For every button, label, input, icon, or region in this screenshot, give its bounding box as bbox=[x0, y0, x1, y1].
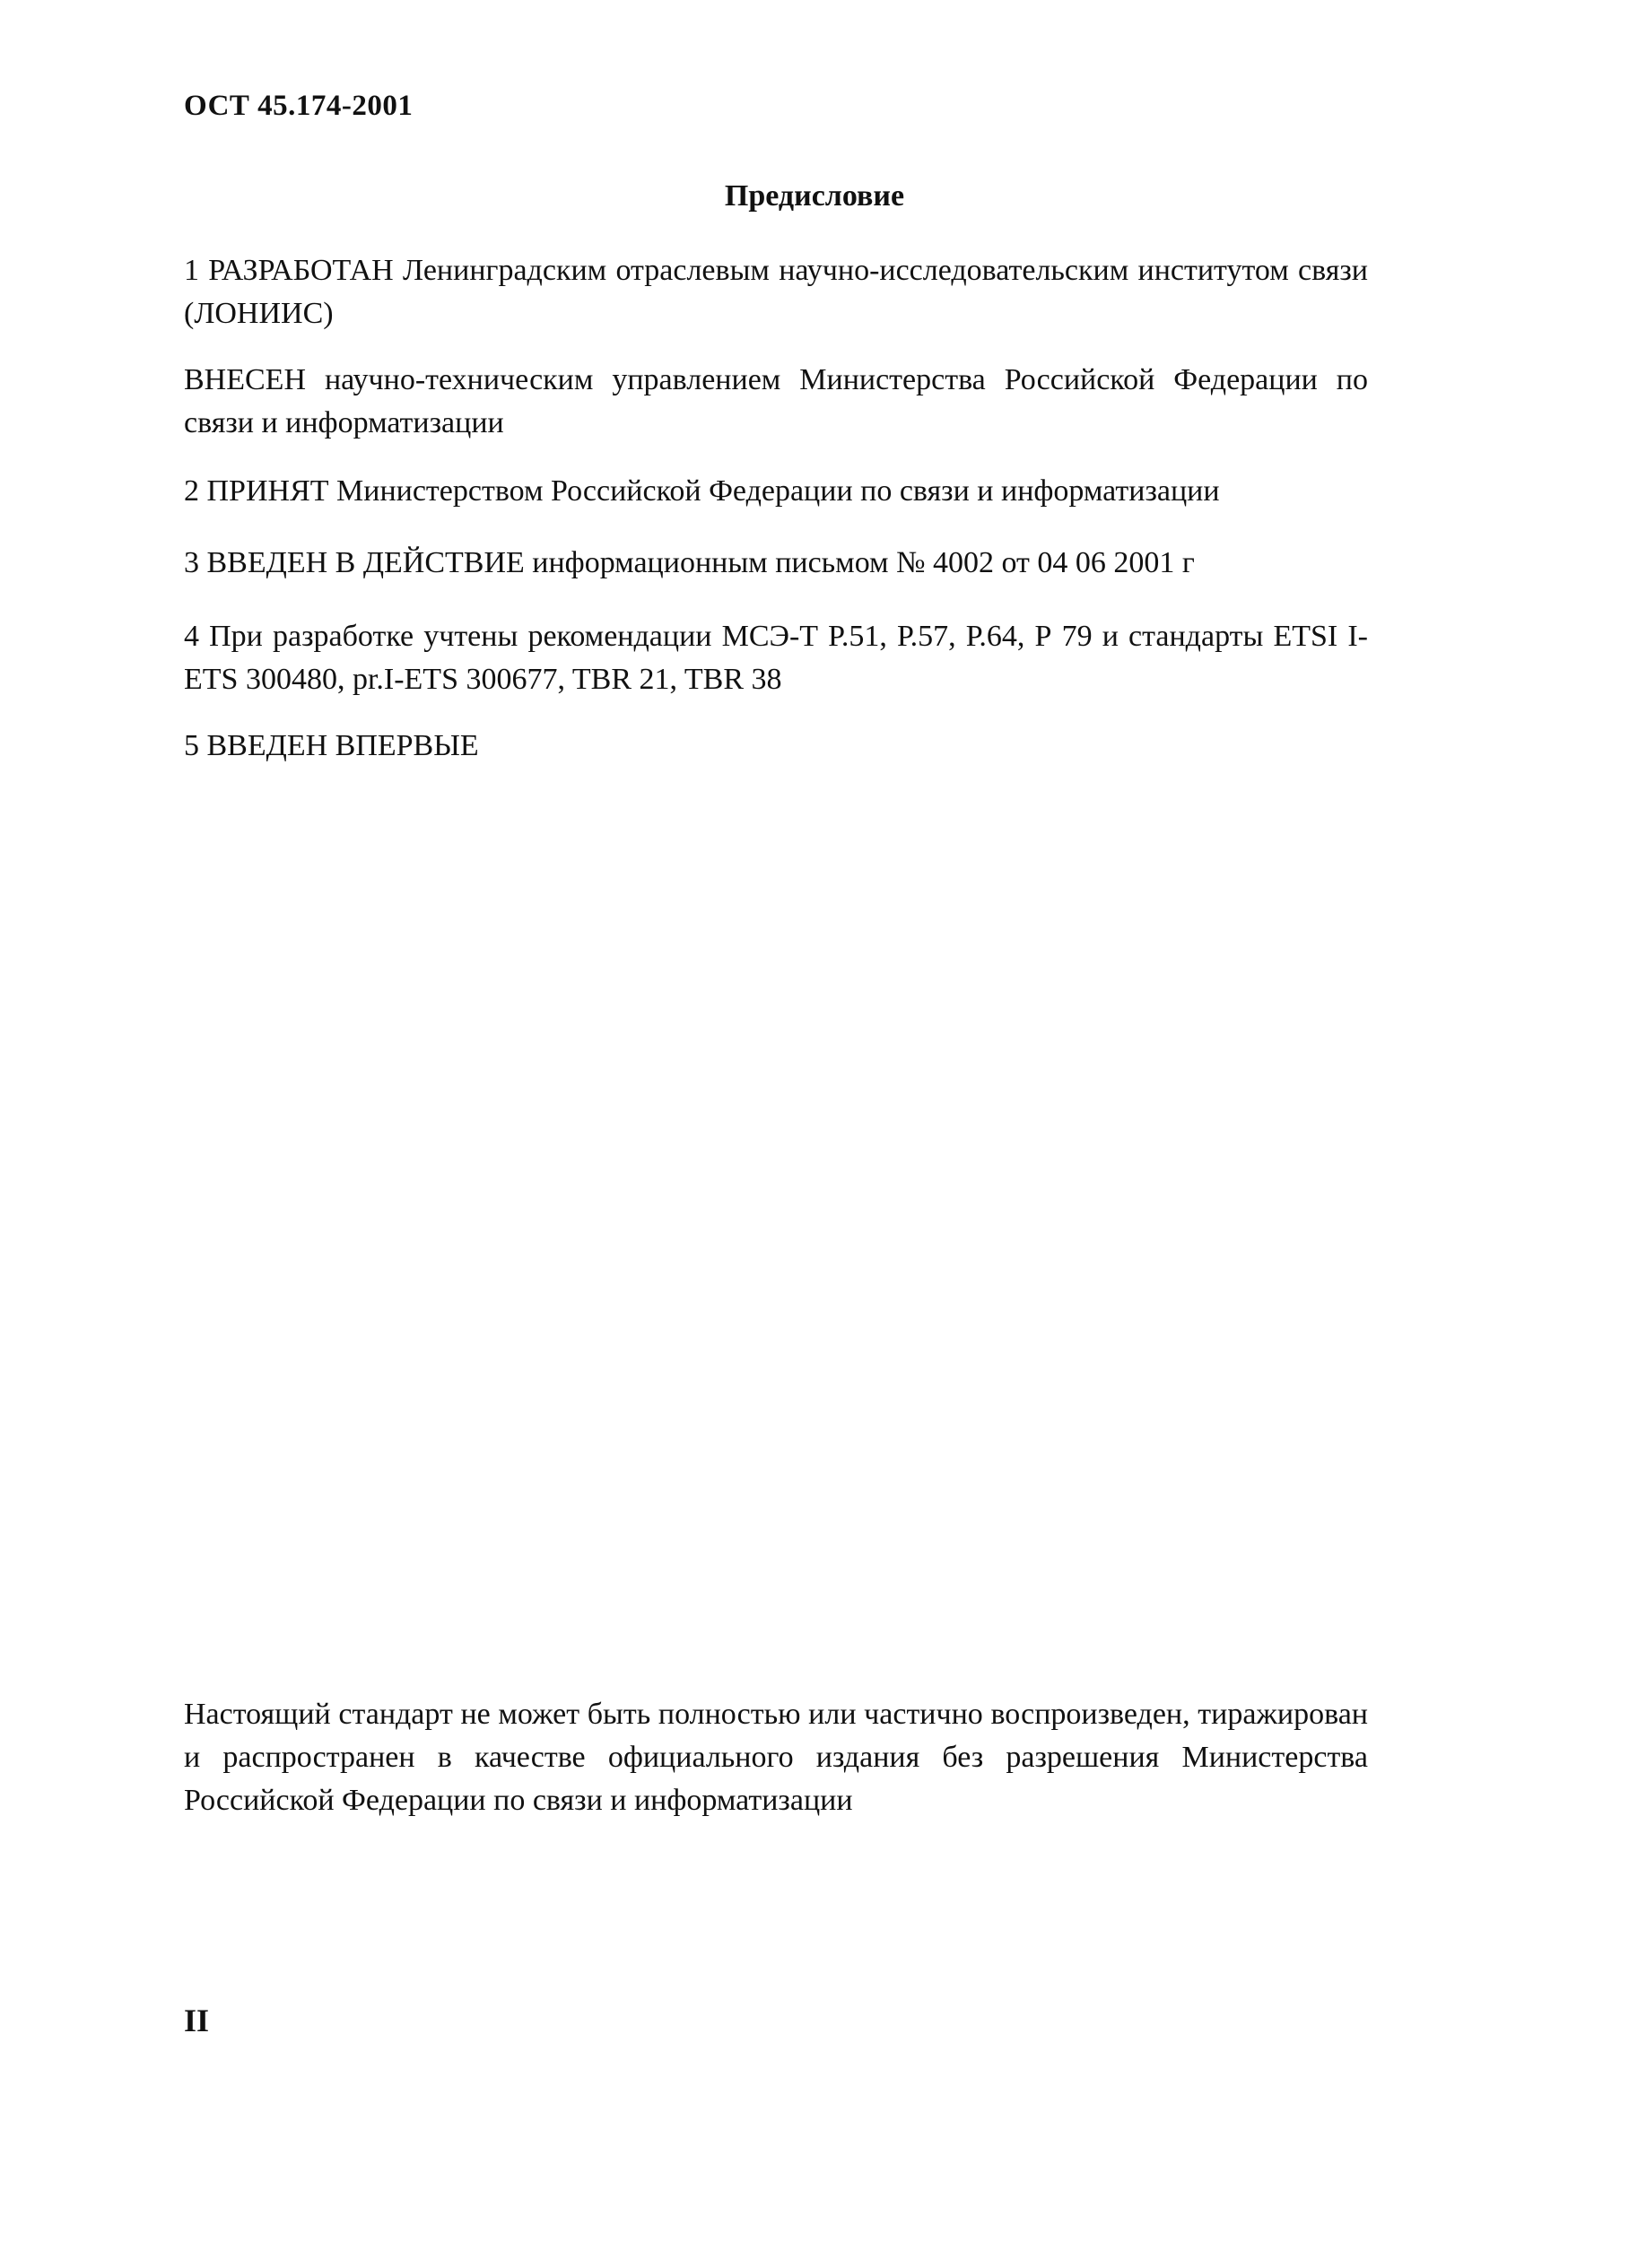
preface-paragraph-enacted: 3 ВВЕДЕН В ДЕЙСТВИЕ информационным письмом № 4002 от 04 06 2001 г bbox=[184, 546, 1195, 579]
preface-paragraph-adopted: 2 ПРИНЯТ Министерством Российской Федерации по связи и информатизации bbox=[184, 474, 1220, 508]
page-number: II bbox=[184, 2003, 210, 2038]
copyright-notice: Настоящий стандарт не может быть полностью или частично воспроизведен, тиражирован и распространен в качестве официального издания без разрешения Министерства Российской Федерации по связи и информатизации bbox=[184, 1698, 1368, 1817]
preface-title: Предисловие bbox=[724, 179, 905, 213]
preface-paragraph-first-introduced: 5 ВВЕДЕН ВПЕРВЫЕ bbox=[184, 729, 479, 762]
document-code: ОСТ 45.174-2001 bbox=[184, 90, 414, 122]
preface-paragraph-developed: 1 РАЗРАБОТАН Ленинградским отраслевым научно-исследовательским институтом связи (ЛОНИИС) bbox=[184, 254, 1368, 330]
preface-paragraph-submitted: ВНЕСЕН научно-техническим управлением Министерства Российской Федерации по связи и информатизации bbox=[184, 363, 1368, 439]
preface-paragraph-recommendations: 4 При разработке учтены рекомендации МСЭ-Т Р.51, Р.57, Р.64, Р 79 и стандарты ETSI I-ETS 300480, pr.I-ETS 300677, TBR 21, TBR 38 bbox=[184, 620, 1368, 696]
